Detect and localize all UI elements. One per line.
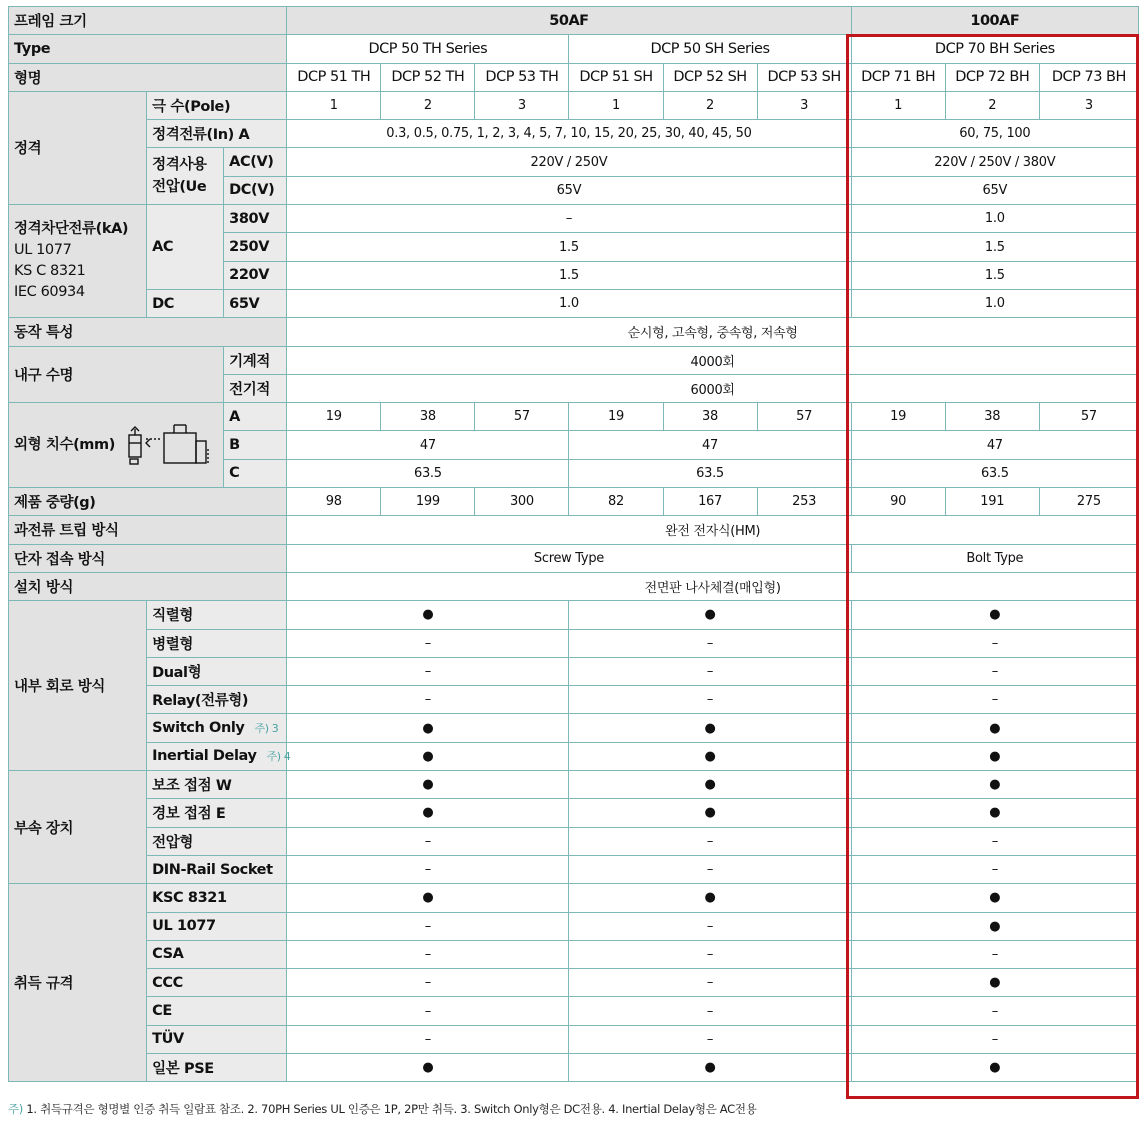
cert-row bbox=[9, 1053, 1139, 1081]
mech-label: 기계적 bbox=[224, 346, 287, 374]
standard-iec: IEC 60934 bbox=[14, 284, 85, 301]
rating-label: 정격 bbox=[9, 91, 147, 204]
pole-cell: 3 bbox=[1039, 91, 1138, 119]
circuit-sh: ● bbox=[569, 714, 851, 742]
cert-name: CSA bbox=[147, 940, 287, 968]
cert-sh: – bbox=[569, 997, 851, 1025]
trip-value: 완전 전자식(HM) bbox=[287, 516, 1139, 544]
model-row bbox=[9, 63, 1139, 91]
cert-row bbox=[9, 1025, 1139, 1053]
circuit-name: Dual형 bbox=[147, 657, 287, 685]
mounting-label: 설치 방식 bbox=[9, 572, 287, 600]
dim-a-cell: 57 bbox=[475, 403, 569, 431]
cert-bh: ● bbox=[851, 912, 1138, 940]
ac-voltage-50: 220V / 250V bbox=[287, 148, 851, 176]
circuit-bh: ● bbox=[851, 742, 1138, 770]
accessory-row bbox=[9, 855, 1139, 883]
circuit-name: Switch Only bbox=[152, 720, 245, 737]
cert-label: 취득 규격 bbox=[9, 884, 147, 1082]
accessory-sh: – bbox=[569, 855, 851, 883]
operation-label: 동작 특성 bbox=[9, 318, 287, 346]
pole-cell: 2 bbox=[663, 91, 757, 119]
terminal-label: 단자 접속 방식 bbox=[9, 544, 287, 572]
model-cell: DCP 52 TH bbox=[381, 63, 475, 91]
accessory-name: 경보 접점 E bbox=[147, 799, 287, 827]
current-100: 60, 75, 100 bbox=[851, 120, 1138, 148]
weight-cell: 300 bbox=[475, 488, 569, 516]
cert-name: KSC 8321 bbox=[147, 884, 287, 912]
cert-sh: – bbox=[569, 912, 851, 940]
terminal-100: Bolt Type bbox=[851, 544, 1138, 572]
breaking-voltage: 65V bbox=[224, 289, 287, 317]
circuit-name-cell bbox=[147, 714, 287, 742]
frame-size-label: 프레임 크기 bbox=[9, 7, 287, 35]
dim-a-cell: 57 bbox=[757, 403, 851, 431]
weight-cell: 199 bbox=[381, 488, 475, 516]
cert-name: TÜV bbox=[147, 1025, 287, 1053]
circuit-bh: – bbox=[851, 657, 1138, 685]
frame-size-row bbox=[9, 7, 1139, 35]
breaking-row bbox=[9, 205, 1139, 233]
af100-header: 100AF bbox=[851, 7, 1138, 35]
series-th: DCP 50 TH Series bbox=[287, 35, 569, 63]
pole-cell: 1 bbox=[287, 91, 381, 119]
cert-th: – bbox=[287, 1025, 569, 1053]
pole-cell: 2 bbox=[381, 91, 475, 119]
circuit-row bbox=[9, 714, 1139, 742]
dim-c-sh: 63.5 bbox=[569, 459, 851, 487]
breaking-100: 1.0 bbox=[851, 289, 1138, 317]
dim-c-th: 63.5 bbox=[287, 459, 569, 487]
cert-sh: – bbox=[569, 969, 851, 997]
breaking-50: 1.0 bbox=[287, 289, 851, 317]
circuit-bh: – bbox=[851, 629, 1138, 657]
accessory-name: DIN-Rail Socket bbox=[147, 855, 287, 883]
circuit-sh: ● bbox=[569, 742, 851, 770]
accessory-th: – bbox=[287, 855, 569, 883]
cert-th: ● bbox=[287, 884, 569, 912]
dim-a-row bbox=[9, 403, 1139, 431]
life-label: 내구 수명 bbox=[9, 346, 224, 403]
circuit-sh: – bbox=[569, 686, 851, 714]
accessory-label: 부속 장치 bbox=[9, 771, 147, 884]
breaking-voltage: 380V bbox=[224, 205, 287, 233]
weight-cell: 167 bbox=[663, 488, 757, 516]
circuit-th: ● bbox=[287, 714, 569, 742]
circuit-name-cell bbox=[147, 742, 291, 770]
current-label: 정격전류(In) A bbox=[147, 120, 287, 148]
accessory-th: ● bbox=[287, 771, 569, 799]
breaking-voltage: 220V bbox=[224, 261, 287, 289]
breaking-ac-label: AC bbox=[147, 205, 224, 290]
cert-name: CE bbox=[147, 997, 287, 1025]
cert-th: – bbox=[287, 912, 569, 940]
weight-cell: 253 bbox=[757, 488, 851, 516]
circuit-row bbox=[9, 686, 1139, 714]
cert-sh: – bbox=[569, 1025, 851, 1053]
circuit-bh: – bbox=[851, 686, 1138, 714]
dim-c-bh: 63.5 bbox=[851, 459, 1138, 487]
series-bh: DCP 70 BH Series bbox=[851, 35, 1138, 63]
accessory-bh: ● bbox=[851, 799, 1138, 827]
weight-cell: 90 bbox=[851, 488, 945, 516]
mech-value: 4000회 bbox=[287, 346, 1139, 374]
cert-row bbox=[9, 912, 1139, 940]
weight-cell: 191 bbox=[945, 488, 1039, 516]
accessory-row bbox=[9, 771, 1139, 799]
circuit-name: 직렬형 bbox=[147, 601, 287, 629]
cert-sh: ● bbox=[569, 1053, 851, 1081]
note-ref: 주) 3 bbox=[254, 722, 279, 736]
weight-row bbox=[9, 488, 1139, 516]
trip-row bbox=[9, 516, 1139, 544]
circuit-th: ● bbox=[287, 742, 569, 770]
pole-cell: 1 bbox=[569, 91, 663, 119]
standard-ul: UL 1077 bbox=[14, 242, 72, 259]
circuit-sh: – bbox=[569, 657, 851, 685]
pole-label: 극 수(Pole) bbox=[147, 91, 287, 119]
dimension-label-cell bbox=[9, 403, 224, 488]
weight-label: 제품 중량(g) bbox=[9, 488, 287, 516]
ac-voltage-100: 220V / 250V / 380V bbox=[851, 148, 1138, 176]
terminal-row bbox=[9, 544, 1139, 572]
breaking-label: 정격차단전류(kA) bbox=[14, 221, 129, 238]
cert-bh: – bbox=[851, 997, 1138, 1025]
circuit-row bbox=[9, 601, 1139, 629]
circuit-row bbox=[9, 629, 1139, 657]
breaking-dc-label: DC bbox=[147, 289, 224, 317]
model-cell: DCP 71 BH bbox=[851, 63, 945, 91]
circuit-name: 병렬형 bbox=[147, 629, 287, 657]
dim-a-cell: 38 bbox=[945, 403, 1039, 431]
breaking-label-cell bbox=[9, 205, 147, 318]
dim-a-cell: 57 bbox=[1039, 403, 1138, 431]
pole-cell: 2 bbox=[945, 91, 1039, 119]
accessory-row bbox=[9, 827, 1139, 855]
accessory-bh: – bbox=[851, 855, 1138, 883]
accessory-sh: ● bbox=[569, 799, 851, 827]
dim-b-bh: 47 bbox=[851, 431, 1138, 459]
dimension-label: 외형 치수(mm) bbox=[14, 437, 115, 454]
cert-th: – bbox=[287, 997, 569, 1025]
footnote-text: 1. 취득규격은 형명별 인증 취득 일람표 참조. 2. 70PH Series UL 인증은 1P, 2P만 취득. 3. Switch Only형은 DC전용. 4. Inertial Delay형은 AC전용 bbox=[23, 1102, 757, 1116]
spec-table bbox=[8, 6, 1139, 1082]
operation-value: 순시형, 고속형, 중속형, 저속형 bbox=[287, 318, 1139, 346]
cert-name: 일본 PSE bbox=[147, 1053, 287, 1081]
cert-row bbox=[9, 940, 1139, 968]
cert-bh: – bbox=[851, 1025, 1138, 1053]
dc-voltage-label: DC(V) bbox=[224, 176, 287, 204]
breaking-100: 1.5 bbox=[851, 261, 1138, 289]
accessory-row bbox=[9, 799, 1139, 827]
current-50: 0.3, 0.5, 0.75, 1, 2, 3, 4, 5, 7, 10, 15, 20, 25, 30, 40, 45, 50 bbox=[287, 120, 851, 148]
breaker-outline-icon bbox=[126, 421, 216, 469]
model-cell: DCP 72 BH bbox=[945, 63, 1039, 91]
note-ref: 주) 4 bbox=[266, 750, 291, 764]
accessory-bh: – bbox=[851, 827, 1138, 855]
ac-voltage-label: AC(V) bbox=[224, 148, 287, 176]
circuit-th: – bbox=[287, 657, 569, 685]
model-cell: DCP 51 SH bbox=[569, 63, 663, 91]
cert-bh: – bbox=[851, 940, 1138, 968]
terminal-50: Screw Type bbox=[287, 544, 851, 572]
cert-sh: – bbox=[569, 940, 851, 968]
accessory-bh: ● bbox=[851, 771, 1138, 799]
trip-label: 과전류 트립 방식 bbox=[9, 516, 287, 544]
cert-th: – bbox=[287, 969, 569, 997]
circuit-sh: – bbox=[569, 629, 851, 657]
elec-value: 6000회 bbox=[287, 374, 1139, 402]
current-row bbox=[9, 120, 1139, 148]
mounting-value: 전면판 나사체결(매입형) bbox=[287, 572, 1139, 600]
pole-cell: 1 bbox=[851, 91, 945, 119]
model-cell: DCP 53 SH bbox=[757, 63, 851, 91]
type-label: Type bbox=[9, 35, 287, 63]
circuit-name: Inertial Delay bbox=[152, 748, 257, 765]
dim-c-label: C bbox=[224, 459, 287, 487]
breaking-50: 1.5 bbox=[287, 261, 851, 289]
accessory-sh: – bbox=[569, 827, 851, 855]
circuit-name: Relay(전류형) bbox=[147, 686, 287, 714]
circuit-row bbox=[9, 742, 1139, 770]
circuit-row bbox=[9, 657, 1139, 685]
breaking-50: – bbox=[287, 205, 851, 233]
circuit-bh: ● bbox=[851, 601, 1138, 629]
cert-row bbox=[9, 969, 1139, 997]
cert-name: UL 1077 bbox=[147, 912, 287, 940]
model-label: 형명 bbox=[9, 63, 287, 91]
circuit-th: ● bbox=[287, 601, 569, 629]
accessory-name: 전압형 bbox=[147, 827, 287, 855]
model-cell: DCP 73 BH bbox=[1039, 63, 1138, 91]
dc-voltage-100: 65V bbox=[851, 176, 1138, 204]
cert-th: ● bbox=[287, 1053, 569, 1081]
cert-bh: ● bbox=[851, 969, 1138, 997]
standard-ks: KS C 8321 bbox=[14, 263, 86, 280]
footnote-mark: 주) bbox=[8, 1102, 23, 1116]
model-cell: DCP 51 TH bbox=[287, 63, 381, 91]
breaking-50: 1.5 bbox=[287, 233, 851, 261]
breaking-row bbox=[9, 289, 1139, 317]
circuit-th: – bbox=[287, 686, 569, 714]
cert-sh: ● bbox=[569, 884, 851, 912]
dim-b-th: 47 bbox=[287, 431, 569, 459]
af50-header: 50AF bbox=[287, 7, 851, 35]
dim-a-cell: 38 bbox=[381, 403, 475, 431]
cert-bh: ● bbox=[851, 1053, 1138, 1081]
accessory-sh: ● bbox=[569, 771, 851, 799]
pole-row bbox=[9, 91, 1139, 119]
dim-a-label: A bbox=[224, 403, 287, 431]
dim-a-cell: 19 bbox=[569, 403, 663, 431]
circuit-sh: ● bbox=[569, 601, 851, 629]
cert-row bbox=[9, 997, 1139, 1025]
cert-name: CCC bbox=[147, 969, 287, 997]
circuit-label: 내부 회로 방식 bbox=[9, 601, 147, 771]
circuit-bh: ● bbox=[851, 714, 1138, 742]
dim-a-cell: 19 bbox=[851, 403, 945, 431]
accessory-th: – bbox=[287, 827, 569, 855]
type-row bbox=[9, 35, 1139, 63]
circuit-th: – bbox=[287, 629, 569, 657]
model-cell: DCP 52 SH bbox=[663, 63, 757, 91]
operation-row bbox=[9, 318, 1139, 346]
life-row bbox=[9, 346, 1139, 374]
series-sh: DCP 50 SH Series bbox=[569, 35, 851, 63]
dim-b-label: B bbox=[224, 431, 287, 459]
footnote bbox=[8, 1101, 757, 1117]
breaking-voltage: 250V bbox=[224, 233, 287, 261]
dim-a-cell: 38 bbox=[663, 403, 757, 431]
cert-bh: ● bbox=[851, 884, 1138, 912]
accessory-name: 보조 접점 W bbox=[147, 771, 287, 799]
weight-cell: 98 bbox=[287, 488, 381, 516]
weight-cell: 275 bbox=[1039, 488, 1138, 516]
accessory-th: ● bbox=[287, 799, 569, 827]
pole-cell: 3 bbox=[475, 91, 569, 119]
breaking-100: 1.5 bbox=[851, 233, 1138, 261]
voltage-label: 정격사용 전압(Ue bbox=[147, 148, 224, 205]
cert-row bbox=[9, 884, 1139, 912]
cert-th: – bbox=[287, 940, 569, 968]
dim-b-sh: 47 bbox=[569, 431, 851, 459]
pole-cell: 3 bbox=[757, 91, 851, 119]
breaking-100: 1.0 bbox=[851, 205, 1138, 233]
dim-a-cell: 19 bbox=[287, 403, 381, 431]
mounting-row bbox=[9, 572, 1139, 600]
ac-voltage-row bbox=[9, 148, 1139, 176]
weight-cell: 82 bbox=[569, 488, 663, 516]
model-cell: DCP 53 TH bbox=[475, 63, 569, 91]
elec-label: 전기적 bbox=[224, 374, 287, 402]
dc-voltage-50: 65V bbox=[287, 176, 851, 204]
